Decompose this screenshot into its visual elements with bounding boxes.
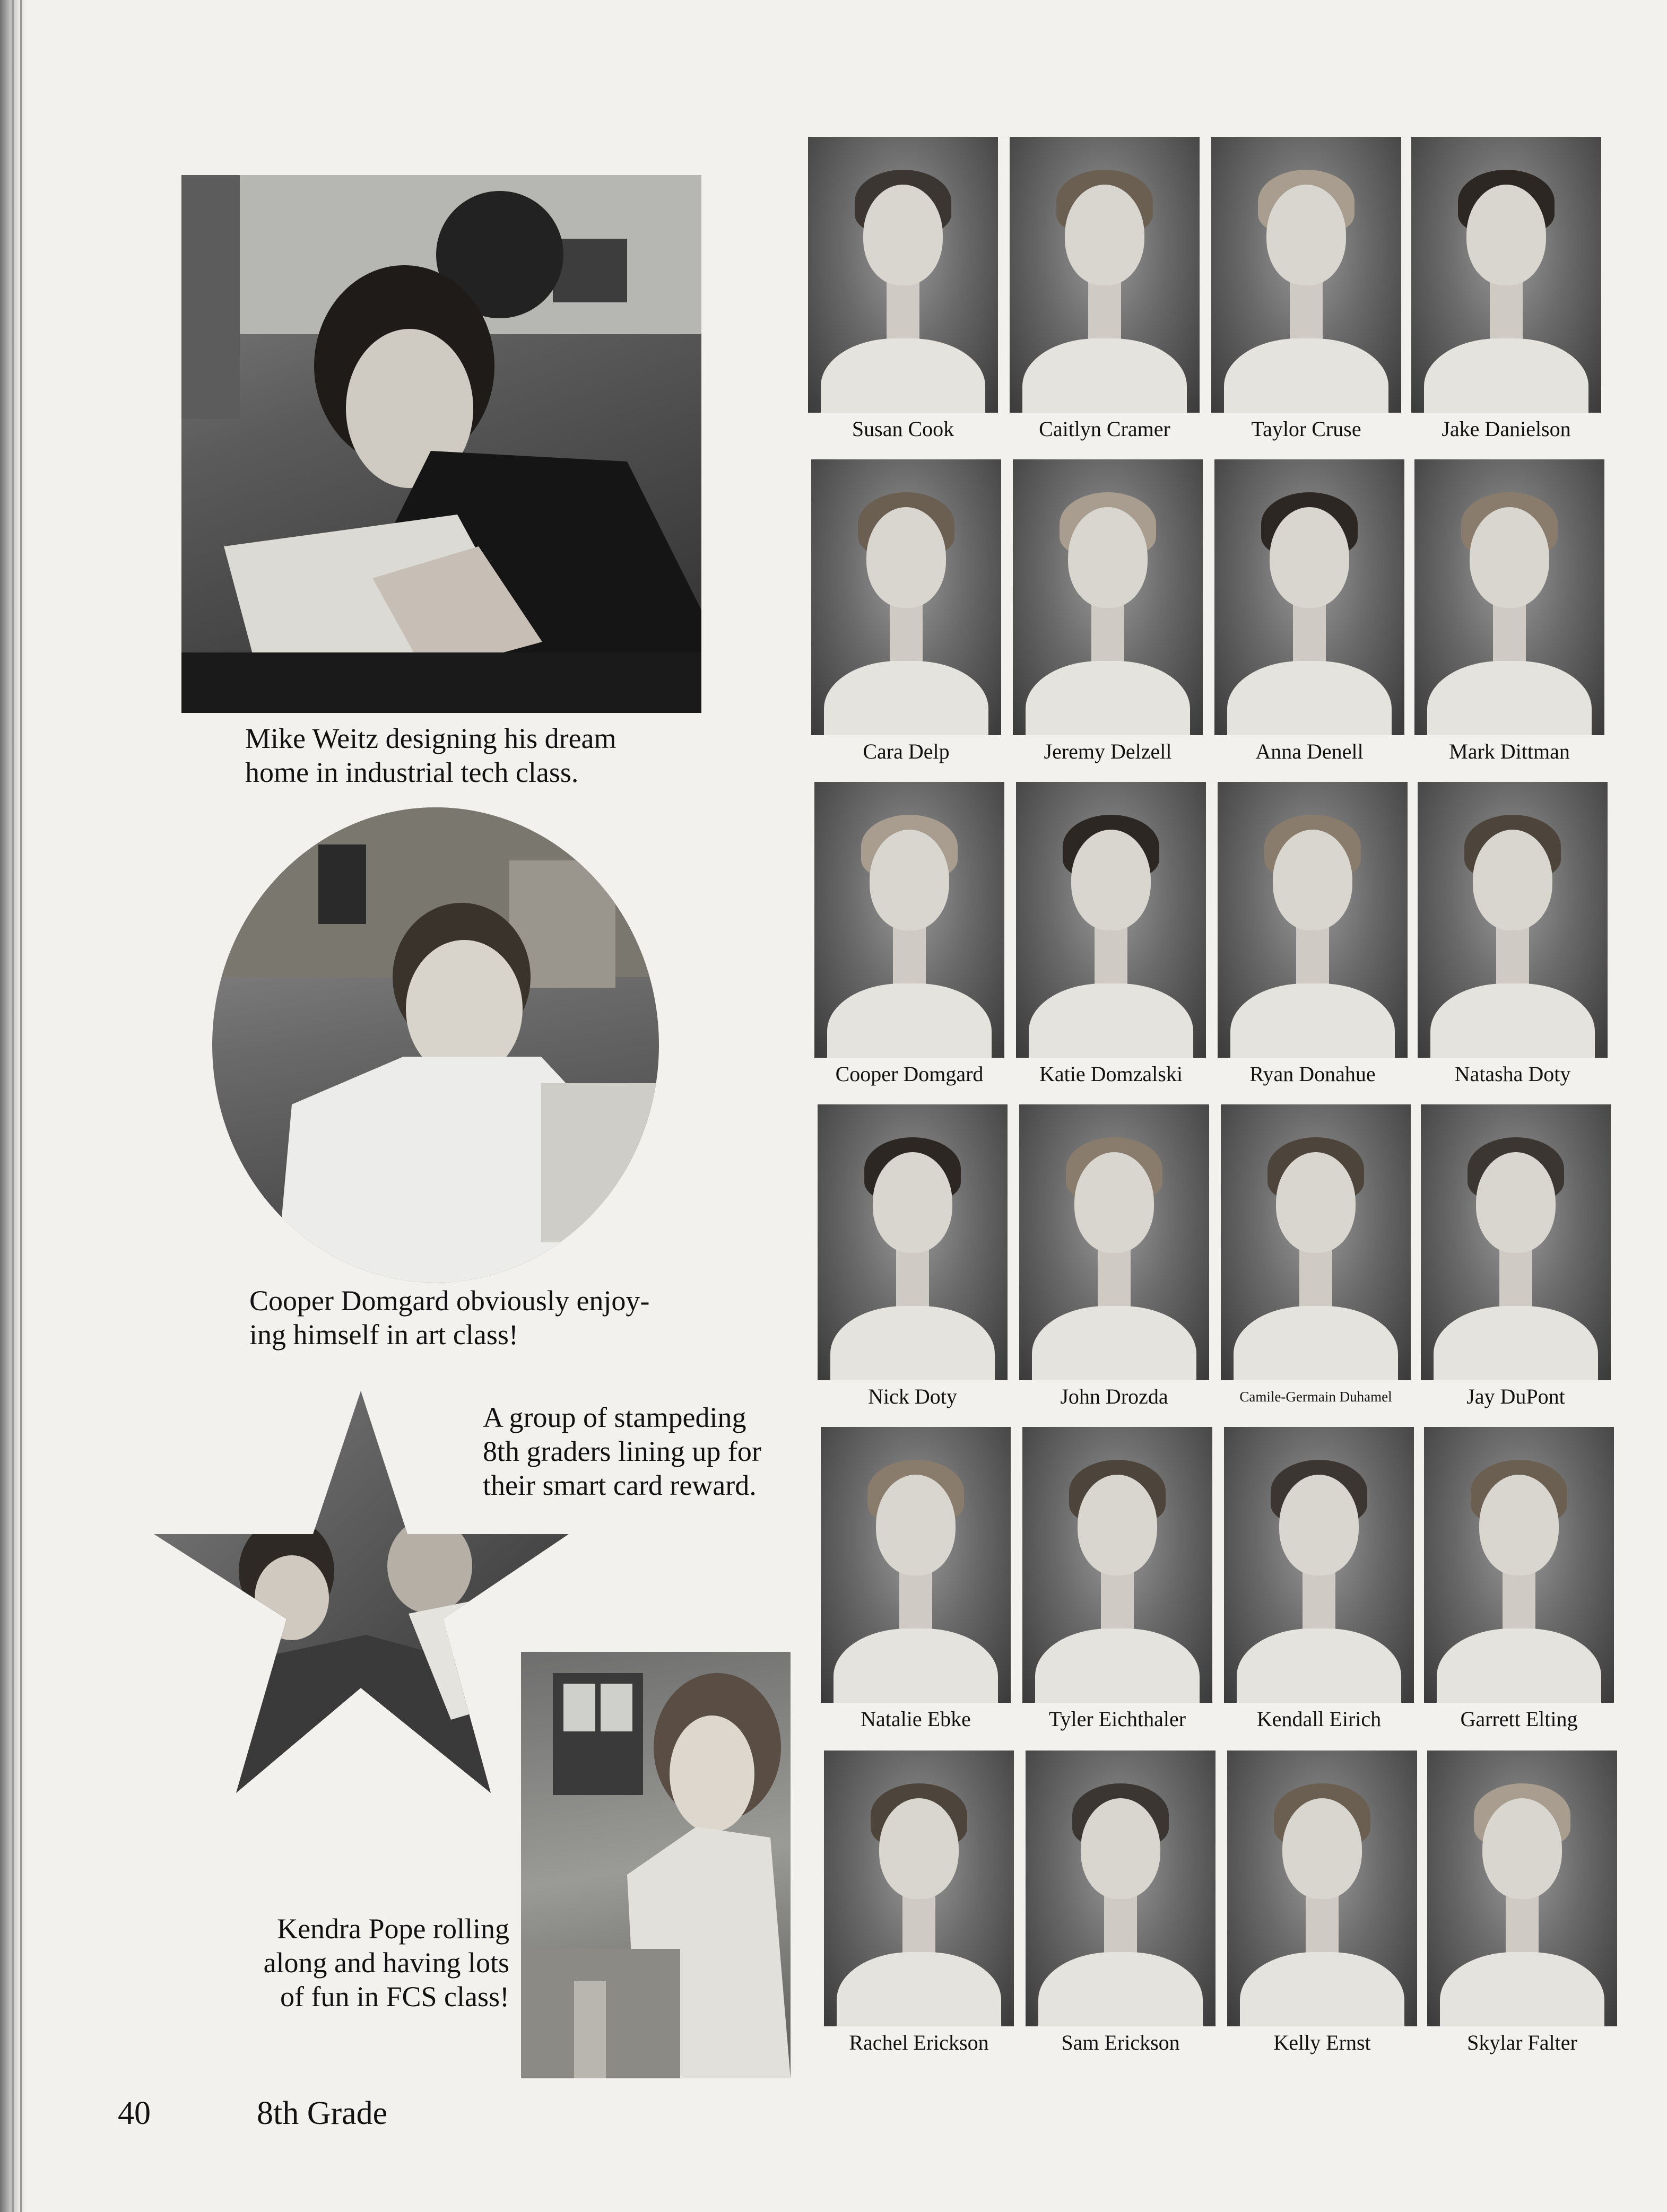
student-name: Nick Doty (868, 1384, 957, 1408)
student-portrait (818, 1104, 1008, 1380)
student-name: Ryan Donahue (1249, 1062, 1376, 1086)
caption-line: A group of stampeding (483, 1401, 746, 1433)
student-portrait (824, 1751, 1014, 2026)
photo-art-class (212, 807, 659, 1283)
student-portrait (1227, 1751, 1417, 2026)
caption-line: along and having lots (263, 1947, 509, 1979)
binding-line (20, 0, 22, 2212)
student-name: Susan Cook (852, 417, 954, 441)
student-portrait (1016, 782, 1206, 1058)
student-portrait (1022, 1427, 1212, 1703)
caption-line: ing himself in art class! (249, 1319, 518, 1351)
student-name: Cooper Domgard (835, 1062, 984, 1086)
student-name: Jeremy Delzell (1044, 739, 1172, 763)
caption-line: their smart card reward. (483, 1469, 757, 1501)
student-portrait (1424, 1427, 1614, 1703)
photo-fcs-class (521, 1652, 791, 2078)
student-name: John Drozda (1060, 1384, 1168, 1408)
caption-art-class (249, 1284, 649, 1352)
student-portrait (1418, 782, 1608, 1058)
student-name: Jake Danielson (1442, 417, 1571, 441)
caption-fcs-class (249, 1912, 509, 2014)
student-name: Natalie Ebke (861, 1707, 971, 1731)
photo-industrial-tech (181, 175, 701, 713)
student-name: Natasha Doty (1454, 1062, 1571, 1086)
student-portrait (1211, 137, 1401, 413)
student-name: Kelly Ernst (1273, 2031, 1371, 2054)
student-name: Anna Denell (1255, 739, 1364, 763)
student-portrait (1411, 137, 1601, 413)
student-portrait (1013, 459, 1203, 735)
student-portrait (1218, 782, 1408, 1058)
industrial-tech-scene (181, 175, 701, 713)
caption-industrial-tech (245, 721, 617, 789)
student-portrait (1010, 137, 1200, 413)
student-portrait (1414, 459, 1604, 735)
student-portrait (811, 459, 1001, 735)
student-name: Rachel Erickson (849, 2031, 989, 2054)
caption-smart-card (483, 1400, 761, 1502)
binding-line (12, 0, 14, 2212)
student-name: Mark Dittman (1449, 739, 1570, 763)
student-name: Kendall Eirich (1256, 1707, 1382, 1731)
student-portrait (1221, 1104, 1411, 1380)
student-name: Skylar Falter (1467, 2031, 1577, 2054)
student-portrait (1421, 1104, 1611, 1380)
caption-line: of fun in FCS class! (280, 1981, 509, 2013)
art-class-scene (212, 807, 659, 1283)
section-title: 8th Grade (257, 2095, 388, 2131)
student-portrait (1026, 1751, 1215, 2026)
page-binding-edge (0, 0, 28, 2212)
student-name: Tyler Eichthaler (1048, 1707, 1186, 1731)
student-name: Taylor Cruse (1251, 417, 1361, 441)
student-name: Katie Domzalski (1039, 1062, 1183, 1086)
student-portrait (1019, 1104, 1209, 1380)
student-portrait (1214, 459, 1404, 735)
student-portrait (821, 1427, 1011, 1703)
student-name: Camile-Germain Duhamel (1239, 1389, 1392, 1405)
fcs-class-scene (521, 1652, 791, 2078)
student-portrait (808, 137, 998, 413)
student-portrait (1224, 1427, 1414, 1703)
caption-line: home in industrial tech class. (245, 756, 579, 788)
student-portrait (814, 782, 1004, 1058)
student-name: Garrett Elting (1460, 1707, 1578, 1731)
caption-line: Kendra Pope rolling (277, 1913, 509, 1945)
student-portrait (1427, 1751, 1617, 2026)
caption-line: Mike Weitz designing his dream (245, 722, 617, 754)
caption-line: Cooper Domgard obviously enjoy- (249, 1285, 650, 1317)
caption-line: 8th graders lining up for (483, 1435, 761, 1467)
student-name: Caitlyn Cramer (1039, 417, 1170, 441)
page-number: 40 (118, 2095, 151, 2131)
student-name: Jay DuPont (1466, 1384, 1565, 1408)
student-name: Cara Delp (863, 739, 950, 763)
student-name: Sam Erickson (1061, 2031, 1180, 2054)
